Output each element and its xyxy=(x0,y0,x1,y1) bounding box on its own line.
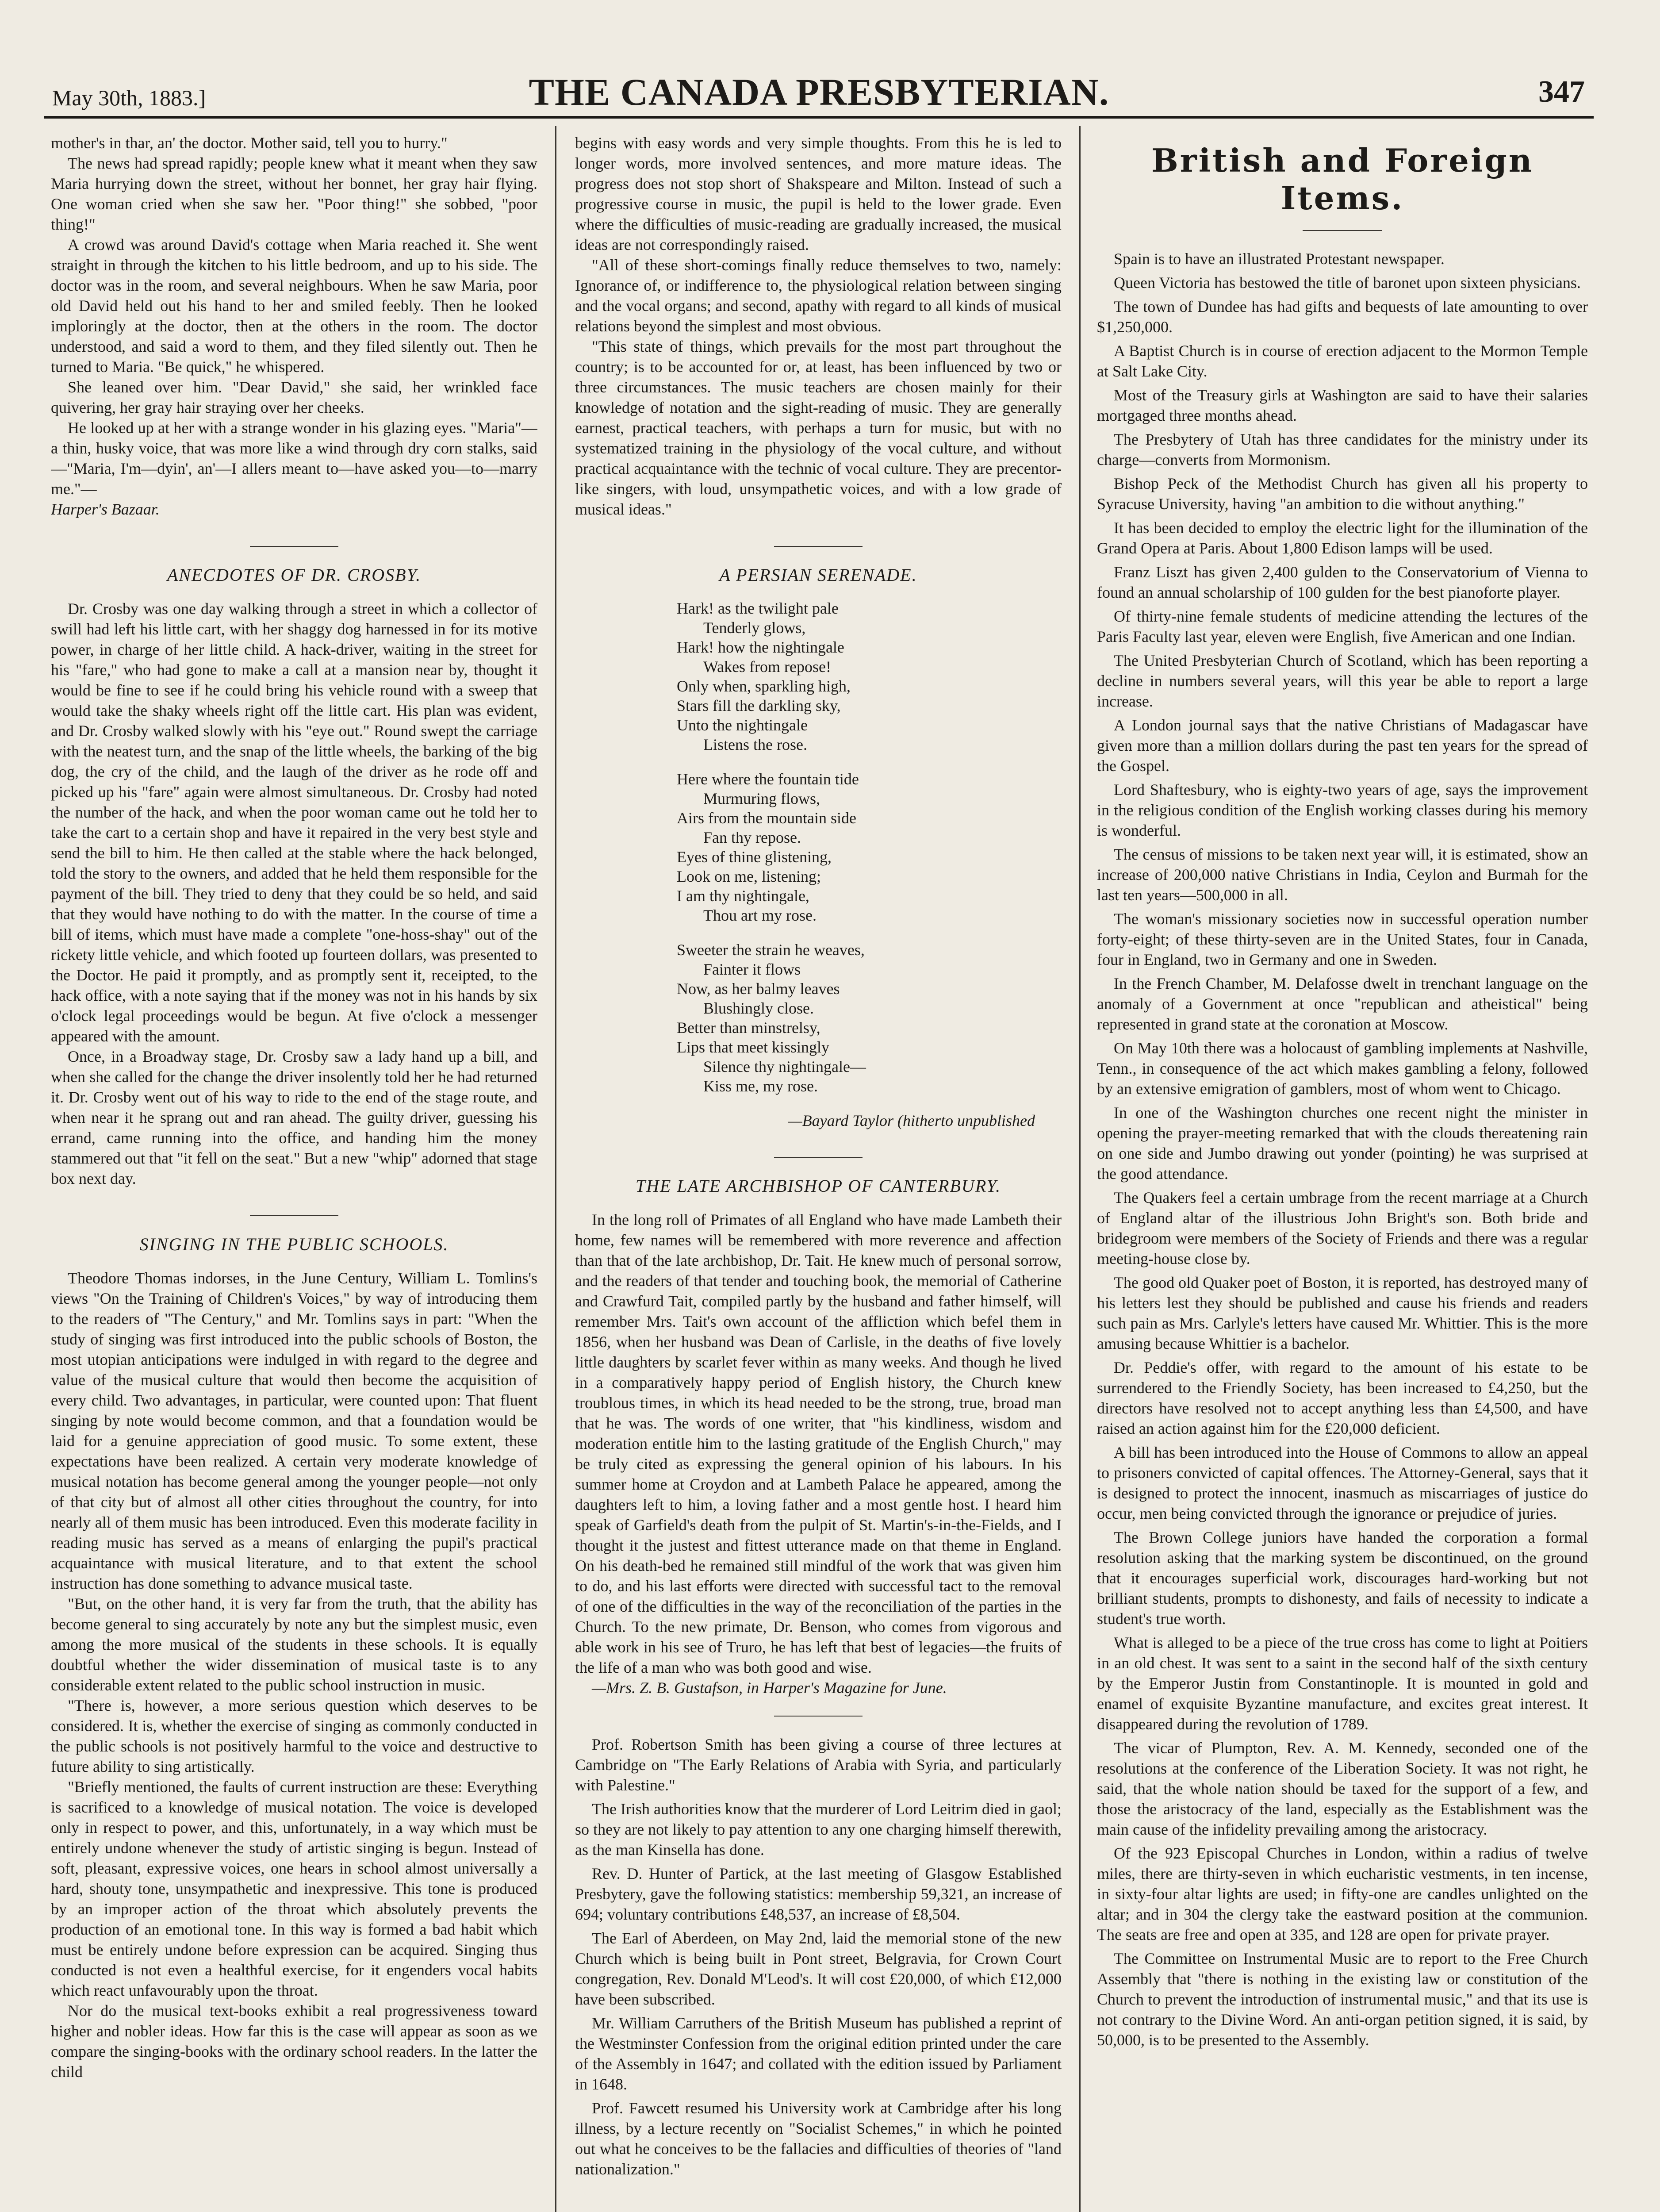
story-paragraph: She leaned over him. "Dear David," she said, her wrinkled face quivering, her gray hair straying over her cheeks. xyxy=(51,378,537,416)
issue-date: May 30th, 1883.] xyxy=(52,85,206,110)
poem-line: Tenderly glows, xyxy=(703,619,806,637)
poem xyxy=(677,599,1062,1130)
poem-line: Now, as her balmy leaves xyxy=(677,980,840,998)
department-heading: British and Foreign Items. xyxy=(1097,142,1588,231)
poem-line: Sweeter the strain he weaves, xyxy=(677,941,865,959)
poem-line: Kiss me, my rose. xyxy=(703,1077,818,1095)
poem-heading: A PERSIAN SERENADE. xyxy=(575,546,1062,585)
news-item: What is alleged to be a piece of the true cross has come to light at Poitiers in an old chest. It was sent to a saint in the second half of the sixth century by the Emperor Justin from Constantinople. It is mounted in gold and enamel of exquisite Byzantine manufacture, and excites great interest. It disappeared during the revolution of 1789. xyxy=(1097,1634,1588,1733)
column-divider xyxy=(555,126,556,2212)
news-item: Lord Shaftesbury, who is eighty-two years of age, says the improvement in the religious condition of the English working classes during his memory is wonderful. xyxy=(1097,781,1588,839)
news-item: Most of the Treasury girls at Washington are said to have their salaries mortgaged three months ahead. xyxy=(1097,386,1588,424)
poem-line: I am thy nightingale, xyxy=(677,887,809,905)
story-paragraph: A crowd was around David's cottage when Maria reached it. She went straight in through the kitchen to his little bedroom, and up to his side. The doctor was in the room, and several neighbours. When he saw Maria, poor old David held out his hand to her and smiled feebly. Then he looked imploringly at the doctor, then at the others in the room. The doctor understood, and said a word to them, and they filed silently out. Then he turned to Maria. "Be quick," he whispered. xyxy=(51,236,537,376)
article-heading-archbishop: THE LATE ARCHBISHOP OF CANTERBURY. xyxy=(575,1157,1062,1196)
news-item: Mr. William Carruthers of the British Museum has published a reprint of the Westminster Confession from the original edition printed under the care of the Assembly in 1647; and collated with the edition issued by Parliament in 1648. xyxy=(575,2014,1062,2093)
news-items xyxy=(575,1734,1062,2179)
news-item: A Baptist Church is in course of erection adjacent to the Mormon Temple at Salt Lake City. xyxy=(1097,342,1588,380)
news-item: The Quakers feel a certain umbrage from the recent marriage at a Church of England altar of the illustrious John Bright's son. Both bride and bridegroom were members of the Society of Friends and there was a regular meeting-house close by. xyxy=(1097,1189,1588,1267)
story-source: Harper's Bazaar. xyxy=(51,500,160,518)
poem-line: Look on me, listening; xyxy=(677,868,821,885)
foreign-items xyxy=(1097,249,1588,2050)
page-number: 347 xyxy=(1538,75,1585,109)
news-item: The good old Quaker poet of Boston, it is reported, has destroyed many of his letters lest they should be published and cause his friends and readers such pain as Mrs. Carlyle's letters have caused Mr. Whittier. This is the more amusing because Whittier is a bachelor. xyxy=(1097,1274,1588,1352)
poem-line: Airs from the mountain side xyxy=(677,809,856,827)
poem-line: Fainter it flows xyxy=(703,960,801,978)
poem-signature: —Bayard Taylor (hitherto unpublished xyxy=(788,1112,1035,1129)
poem-line: Fan thy repose. xyxy=(703,829,801,846)
news-item: The vicar of Plumpton, Rev. A. M. Kennedy, seconded one of the resolutions at the conference of the Liberation Society. It was not right, he said, that the whole nation should be taxed for the support of a few, and those the aristocracy of the land, especially as the Establishment was the main cause of the infidelity prevailing among the aristocracy. xyxy=(1097,1739,1588,1838)
article-paragraph: "But, on the other hand, it is very far from the truth, that the ability has become general to sing accurately by note any but the simplest music, even among the more musical of the students in these schools. It is equally doubtful whether the wider dissemination of musical taste is to any considerable extent related to the public school instruction in music. xyxy=(51,1595,537,1694)
poem-line: Lips that meet kissingly xyxy=(677,1038,829,1056)
article-heading-crosby: ANECDOTES OF DR. CROSBY. xyxy=(51,546,537,585)
article-paragraph: Theodore Thomas indorses, in the June Century, William L. Tomlins's views "On the Training of Children's Voices," by way of introducing them to the readers of "The Century," and Mr. Tomlins says in part: "When the study of singing was first introduced into the public schools of Boston, the most utopian anticipations were indulged in with regard to the degree and value of the musical culture that would then become the acquisition of every child. Two advantages, in particular, were counted upon: That fluent singing by note would become common, and that a foundation would be laid for a genuine appreciation of good music. To some extent, these expectations have been realized. A certain very moderate knowledge of musical notation has become general among the younger people—not only of that city but of almost all other cities throughout the country, for into nearly all of them music has been introduced. Even this moderate facility in reading music has served as a means of enlarging the pupil's practical acquaintance with musical literature, and to that extent the school instruction has done something to advance musical taste. xyxy=(51,1269,537,1592)
poem-stanza xyxy=(677,940,1062,1096)
news-item: A bill has been introduced into the House of Commons to allow an appeal to prisoners convicted of capital offences. The Attorney-General, says that it is designed to protect the innocent, inasmuch as miscarriages of justice do occur, men being convicted through the ignorance or prejudice of juries. xyxy=(1097,1444,1588,1522)
poem-line: Only when, sparkling high, xyxy=(677,677,851,695)
column-3 xyxy=(1097,133,1588,2212)
news-item: Of thirty-nine female students of medicine attending the lectures of the Paris Faculty last year, eleven were English, five American and one Indian. xyxy=(1097,607,1588,645)
poem-line: Hark! as the twilight pale xyxy=(677,599,839,617)
news-item: The Earl of Aberdeen, on May 2nd, laid the memorial stone of the new Church which is being built in Pont street, Belgravia, for Crown Court congregation, Rev. Donald M'Leod's. It will cost £20,000, of which £12,000 have been subscribed. xyxy=(575,1929,1062,2008)
news-item: On May 10th there was a holocaust of gambling implements at Nashville, Tenn., in consequence of the act which makes gambling a felony, followed by an extensive emigration of gamblers, most of whom went to Chicago. xyxy=(1097,1039,1588,1098)
news-item: Of the 923 Episcopal Churches in London, within a radius of twelve miles, there are thirty-seven in which eucharistic vestments, in ten incense, in sixty-four altar lights are used; in fifty-one are candles unlighted on the altar; and in 304 the clergy take the eastward position at the communion. The seats are free and open at 335, and 128 are open for private prayer. xyxy=(1097,1844,1588,1943)
news-item: The Committee on Instrumental Music are to report to the Free Church Assembly that "there is nothing in the existing law or constitution of the Church to prevent the introduction of instrumental music," and that its use is not contrary to the Divine Word. An anti-organ petition signed, it is said, by 50,000, is to be presented to the Assembly. xyxy=(1097,1950,1588,2049)
article-paragraph: begins with easy words and very simple thoughts. From this he is led to longer words, more involved sentences, and more mature ideas. The progress does not stop short of Shakspeare and Milton. Instead of such a progressive course in music, the pupil is held to the lower grade. Even where the difficulties of music-reading are gradually increased, the musical ideas are not correspondingly raised. xyxy=(575,134,1062,253)
poem-line: Unto the nightingale xyxy=(677,716,808,734)
article-paragraph: In the long roll of Primates of all England who have made Lambeth their home, few names will be remembered with more reverence and affection than that of the late archbishop, Dr. Tait. He knew much of personal sorrow, and the readers of that tender and touching book, the memorial of Catherine and Crawfurd Tait, compiled partly by the husband and father himself, will remember Mrs. Tait's own account of the affliction which befel them in 1856, when her husband was Dean of Carlisle, in the deaths of five lovely little daughters by scarlet fever within as many weeks. And though he lived in a comparatively happy period of English history, the Church knew troublous times, in which its head needed to be the strong, true, broad man that he was. The words of one writer, that "his kindliness, wisdom and moderation entitle him to the lasting gratitude of the English Church," may be truly cited as expressing the general opinion of his labours. In his summer home at Croydon and at Lambeth Palace he appeared, among the daughters left to him, a loving father and a most gentle host. I heard him speak of Garfield's death from the pulpit of St. Martin's-in-the-Fields, and I thought it the justest and fittest utterance made on that theme in England. On his death-bed he remained still mindful of the work that was given him to do, and his last efforts were directed with successful tact to the removal of one of the difficulties in the way of the reconciliation of the parties in the Church. To the new primate, Dr. Benson, who comes from vigorous and able work in his see of Truro, he has left that best of legacies—the fruits of the life of a man who was both good and wise. xyxy=(575,1211,1062,1676)
poem-stanza xyxy=(677,599,1062,754)
newspaper-title: THE CANADA PRESBYTERIAN. xyxy=(529,71,1109,113)
poem-line: Thou art my rose. xyxy=(703,906,817,924)
poem-stanza xyxy=(677,769,1062,925)
poem-line: Murmuring flows, xyxy=(703,790,820,807)
article-heading-singing: SINGING IN THE PUBLIC SCHOOLS. xyxy=(51,1215,537,1255)
poem-line: Hark! how the nightingale xyxy=(677,638,844,656)
column-1 xyxy=(51,133,537,2212)
news-item: The Brown College juniors have handed the corporation a formal resolution asking that the marking system be discontinued, on the ground that it encourages superficial work, discourages hard-working but not brilliant students, prompts to dishonesty, and fails of necessity to indicate a student's true worth. xyxy=(1097,1528,1588,1628)
article-paragraph: "This state of things, which prevails for the most part throughout the country; is to be accounted for or, at least, has been influenced by two or three circumstances. The music teachers are chosen mainly for their knowledge of notation and the sight-reading of music. They are generally earnest, practical teachers, with perhaps a turn for music, but with no systematized training in the physiology of the vocal culture, and without practical acquaintance with the technic of vocal culture. They are precentor-like singers, with loud, unsympathetic voices, and with a low grade of musical ideas." xyxy=(575,338,1062,518)
poem-line: Listens the rose. xyxy=(703,736,807,753)
poem-line: Eyes of thine glistening, xyxy=(677,848,832,866)
news-item: The woman's missionary societies now in successful operation number forty-eight; of these thirty-seven are in the United States, four in Canada, four in England, two in Germany and one in Sweden. xyxy=(1097,910,1588,968)
news-item: Prof. Robertson Smith has been giving a course of three lectures at Cambridge on "The Early Relations of Arabia with Syria, and particularly with Palestine." xyxy=(575,1736,1062,1794)
news-item: Queen Victoria has bestowed the title of baronet upon sixteen physicians. xyxy=(1114,274,1581,292)
article-paragraph: Dr. Crosby was one day walking through a street in which a collector of swill had left his little cart, with her shaggy dog harnessed in for its motive power, in charge of her little child. A hack-driver, waiting in the street for his "fare," who had gone to make a call at a mansion near by, thought it would be fine to see if he could bring his vehicle round with a sweep that would take the shaky wheels right off the little cart. His plan was evident, and Dr. Crosby walked slowly with his "eye out." Round swept the carriage with the neatest turn, and the snap of the little wheels, the barking of the big dog, the cry of the child, and the laugh of the driver as he rode off and picked up his "fare" again were almost simultaneous. Dr. Crosby had noted the number of the hack, and when the poor woman came out he told her to take the cart to a certain shop and have it repaired in the very best style and send the bill to him. He then called at the stable where the hack belonged, told the story to the owners, and added that he held them responsible for the payment of the bill. They tried to deny that they could be so held, and said that they would have nothing to do with the matter. In the course of time a bill of items, which must have made a complete "one-hoss-shay" out of the rickety little vehicle, and which footed up fourteen dollars, was presented to the Doctor. He paid it promptly, and as promptly sent it, receipted, to the hack office, with a note saying that if the money was not in his hands by six o'clock legal proceedings would be begun. At five o'clock a messenger appeared with the amount. xyxy=(51,600,537,1045)
story-paragraph: mother's in thar, an' the doctor. Mother said, tell you to hurry." xyxy=(51,134,448,152)
poem-line: Here where the fountain tide xyxy=(677,770,859,788)
news-item: The town of Dundee has had gifts and bequests of late amounting to over $1,250,000. xyxy=(1097,298,1588,336)
news-item: Dr. Peddie's offer, with regard to the amount of his estate to be surrendered to the Friendly Society, has been increased to £4,250, but the directors have resolved not to accept anything less than £4,500, and have raised an action against him for the £20,000 deficient. xyxy=(1097,1359,1588,1437)
news-item: A London journal says that the native Christians of Madagascar have given more than a million dollars during the past ten years for the spread of the Gospel. xyxy=(1097,716,1588,775)
article-paragraph: Once, in a Broadway stage, Dr. Crosby saw a lady hand up a bill, and when she called for the change the driver insolently told her he had returned it. Dr. Crosby went out of his way to ride to the end of the stage route, and when near it he sprang out and ran ahead. The guilty driver, guessing his errand, came running into the office, and handing him the money stammered out that "it fell on the seat." But a new "whip" adorned that stage box next day. xyxy=(51,1048,537,1187)
news-item: In one of the Washington churches one recent night the minister in opening the prayer-meeting remarked that with the clouds thereatening rain on one side and Jumbo drawing out yonder (pointing) he was surprised at the good attendance. xyxy=(1097,1104,1588,1183)
column-divider xyxy=(1079,126,1081,2212)
poem-line: Better than minstrelsy, xyxy=(677,1019,820,1037)
poem-line: Stars fill the darkling sky, xyxy=(677,697,841,714)
news-item: The United Presbyterian Church of Scotland, which has been reporting a decline in numbers several years, will this year be able to report a large increase. xyxy=(1097,652,1588,710)
poem-line: Silence thy nightingale— xyxy=(703,1058,866,1075)
news-item: Prof. Fawcett resumed his University work at Cambridge after his long illness, by a lecture recently on "Socialist Schemes," in which he pointed out what he conceives to be the fallacies and difficulties of theories of "land nationalization." xyxy=(575,2099,1062,2178)
news-item: The Presbytery of Utah has three candidates for the ministry under its charge—converts from Mormonism. xyxy=(1097,430,1588,469)
news-item: Spain is to have an illustrated Protestant newspaper. xyxy=(1114,250,1445,268)
story-paragraph: The news had spread rapidly; people knew what it meant when they saw Maria hurrying down the street, without her bonnet, her gray hair flying. One woman cried when she saw her. "Poor thing!" she sobbed, "poor thing!" xyxy=(51,154,537,233)
news-item: In the French Chamber, M. Delafosse dwelt in trenchant language on the anomaly of a Government at once "republican and atheistical" being represented in grand state at the coronation at Moscow. xyxy=(1097,975,1588,1033)
news-item: It has been decided to employ the electric light for the illumination of the Grand Opera at Paris. About 1,800 Edison lamps will be used. xyxy=(1097,519,1588,557)
article-paragraph: Nor do the musical text-books exhibit a real progressiveness toward higher and nobler ideas. How far this is the case will appear as soon as we compare the singing-books with the ordinary school readers. In the latter the child xyxy=(51,2002,537,2081)
news-item: Rev. D. Hunter of Partick, at the last meeting of Glasgow Established Presbytery, gave the following statistics: membership 59,321, an increase of 694; voluntary contributions £48,537, an increase of £8,504. xyxy=(575,1865,1062,1923)
news-item: Franz Liszt has given 2,400 gulden to the Conservatorium of Vienna to found an annual scholarship of 100 gulden for the best pianoforte player. xyxy=(1097,563,1588,601)
poem-line: Wakes from repose! xyxy=(703,658,831,676)
poem-line: Blushingly close. xyxy=(703,999,814,1017)
section-separator xyxy=(774,1716,863,1717)
article-paragraph: "Briefly mentioned, the faults of current instruction are these: Everything is sacrificed to a knowledge of musical notation. The voice is developed only in respect to power, and this, unfortunately, in a way which must be entirely undone whenever the study of artistic singing is begun. Instead of soft, pleasant, expressive voices, one hears in school almost universally a hard, shouty tone, unsympathetic and inexpressive. This tone is produced by an improper action of the throat which absolutely prevents the production of an emotional tone. In this way is formed a bad habit which must be entirely undone before expression can be acquired. Singing thus conducted is not even a healthful exercise, for it engenders vocal habits which react unfavourably upon the throat. xyxy=(51,1778,537,1999)
news-item: The Irish authorities know that the murderer of Lord Leitrim died in gaol; so they are not likely to pay attention to any one charging himself therewith, as the man Kinsella has done. xyxy=(575,1800,1062,1859)
masthead-rule xyxy=(44,116,1594,119)
news-item: The census of missions to be taken next year will, it is estimated, show an increase of 200,000 native Christians in India, Ceylon and Burmah for the last ten years—500,000 in all. xyxy=(1097,845,1588,904)
article-paragraph: "There is, however, a more serious question which deserves to be considered. It is, whether the exercise of singing as commonly conducted in the public schools is not positively harmful to the voice and destructive to future ability to sing artistically. xyxy=(51,1697,537,1775)
article-paragraph: "All of these short-comings finally reduce themselves to two, namely: Ignorance of, or indifference to, the physiological relation between singing and the vocal organs; and second, apathy with regard to all kinds of musical relations beyond the simplest and most obvious. xyxy=(575,256,1062,335)
masthead xyxy=(44,66,1594,115)
story-paragraph: He looked up at her with a strange wonder in his glazing eyes. "Maria"—a thin, husky voice, that was more like a wind through dry corn stalks, said—"Maria, I'm—dyin', an'—I allers meant to—have asked you—to—marry me."— xyxy=(51,419,537,498)
column-2 xyxy=(575,133,1062,2212)
article-source: —Mrs. Z. B. Gustafson, in Harper's Magazine for June. xyxy=(592,1679,947,1697)
news-item: Bishop Peck of the Methodist Church has given all his property to Syracuse University, having "an ambition to die without anything." xyxy=(1097,475,1588,513)
